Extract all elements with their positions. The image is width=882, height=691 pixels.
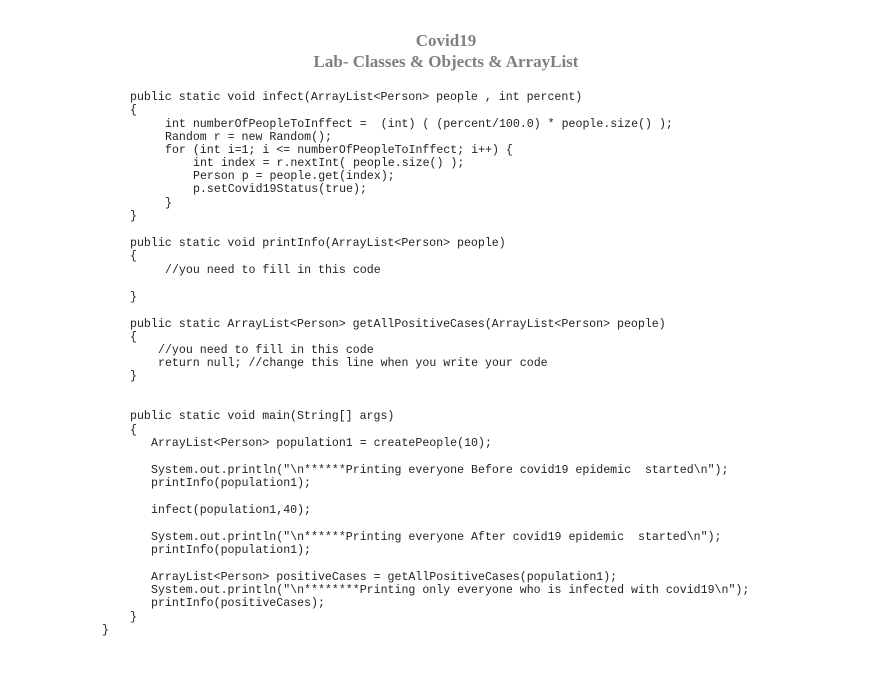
- code-line: {: [130, 250, 137, 263]
- document-subtitle: Lab- Classes & Objects & ArrayList: [313, 52, 579, 71]
- code-line: for (int i=1; i <= numberOfPeopleToInffect; i++) {: [165, 144, 513, 157]
- code-line: public static void main(String[] args): [130, 410, 395, 423]
- code-line: p.setCovid19Status(true);: [193, 183, 367, 196]
- code-line: printInfo(population1);: [151, 477, 312, 490]
- code-line: printInfo(positiveCases);: [151, 597, 325, 610]
- code-line: public static ArrayList<Person> getAllPositiveCases(ArrayList<Person> people): [130, 318, 666, 331]
- document-title: Covid19: [415, 31, 477, 50]
- code-line: System.out.println("\n******Printing everyone Before covid19 epidemic started\n");: [151, 464, 729, 477]
- code-line: ArrayList<Person> positiveCases = getAllPositiveCases(population1);: [151, 571, 618, 584]
- code-line: }: [130, 611, 137, 624]
- code-line: }: [102, 624, 109, 637]
- code-line: Person p = people.get(index);: [193, 170, 395, 183]
- code-line: {: [130, 331, 137, 344]
- code-line: printInfo(population1);: [151, 544, 312, 557]
- code-line: {: [130, 104, 137, 117]
- code-line: System.out.println("\n********Printing only everyone who is infected with covid19\n");: [151, 584, 750, 597]
- code-line: Random r = new Random();: [165, 131, 332, 144]
- code-line: int numberOfPeopleToInffect = (int) ( (percent/100.0) * people.size() );: [165, 118, 673, 131]
- code-line: return null; //change this line when you write your code: [158, 357, 548, 370]
- code-line: }: [165, 197, 172, 210]
- code-line: public static void infect(ArrayList<Person> people , int percent): [130, 91, 583, 104]
- code-line: int index = r.nextInt( people.size() );: [193, 157, 465, 170]
- code-line: }: [130, 291, 137, 304]
- code-line: public static void printInfo(ArrayList<Person> people): [130, 237, 506, 250]
- code-line: //you need to fill in this code: [158, 344, 374, 357]
- code-line: ArrayList<Person> population1 = createPeople(10);: [151, 437, 492, 450]
- code-line: }: [130, 210, 137, 223]
- code-line: //you need to fill in this code: [165, 264, 381, 277]
- code-line: System.out.println("\n******Printing everyone After covid19 epidemic started\n");: [151, 531, 722, 544]
- code-line: infect(population1,40);: [151, 504, 312, 517]
- code-line: }: [130, 370, 137, 383]
- code-line: {: [130, 424, 137, 437]
